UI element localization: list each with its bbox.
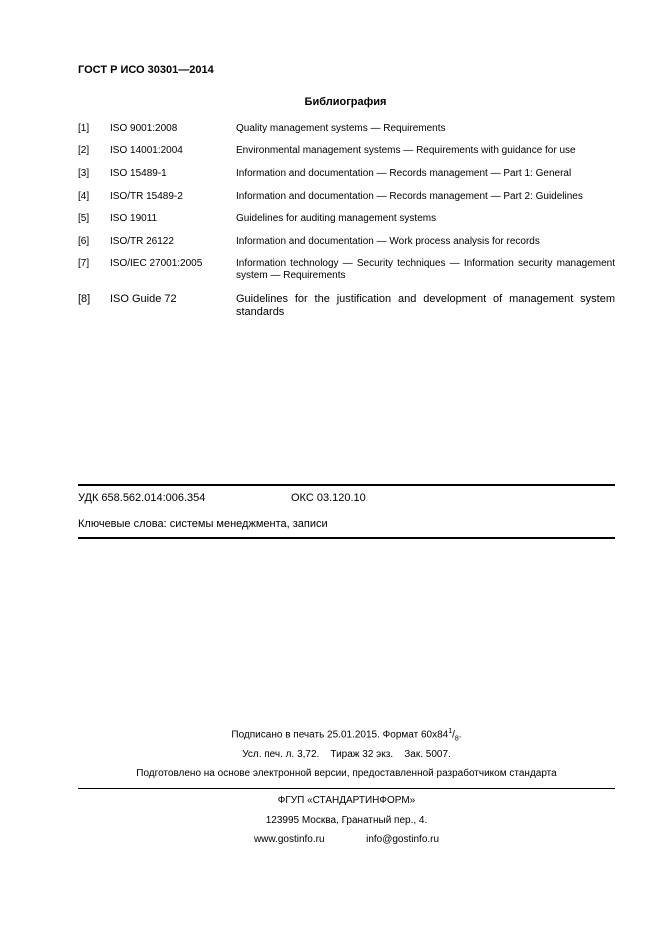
bibliography-title: Библиография xyxy=(304,96,387,108)
signed-text: Подписано в печать 25.01.2015. Формат 60x84 xyxy=(231,729,449,741)
email-link[interactable]: info@gostinfo.ru xyxy=(366,834,440,845)
contacts xyxy=(78,834,615,845)
publisher-address: 123995 Москва, Гранатный пер., 4. xyxy=(265,815,428,826)
reference-number: [3] xyxy=(78,168,90,179)
divider-top xyxy=(78,484,615,486)
signed-for-print: Подписано в печать 25.01.2015. Формат $60x84^1/_8$. xyxy=(231,728,462,743)
oks-code: ОКС 03.120.10 xyxy=(291,492,366,504)
udk-code: УДК 658.562.014:006.354 xyxy=(78,492,206,504)
reference-code: ISO/TR 15489-2 xyxy=(110,191,183,202)
print-info xyxy=(78,749,615,760)
divider-imprint xyxy=(78,788,615,789)
format-numerator: 1 xyxy=(448,728,453,735)
reference-code: ISO Guide 72 xyxy=(110,293,177,305)
reference-title: Guidelines for the justification and development of management system standards xyxy=(236,293,615,318)
reference-number: [4] xyxy=(78,191,90,202)
reference-number: [7] xyxy=(78,258,90,269)
reference-title: Quality management systems — Requirements xyxy=(236,123,446,134)
reference-number: [6] xyxy=(78,236,90,247)
reference-code: ISO 19011 xyxy=(110,213,158,224)
website-link[interactable]: www.gostinfo.ru xyxy=(253,834,325,845)
reference-title: Information technology — Security techniques — Information security management system — Requirements xyxy=(236,258,615,281)
reference-number: [5] xyxy=(78,213,90,224)
divider-bottom xyxy=(78,537,615,539)
reference-code: ISO/IEC 27001:2005 xyxy=(110,258,203,269)
prepared-note: Подготовлено на основе электронной версии, предоставленной разработчиком стандарта xyxy=(136,768,557,779)
print-info-text: Усл. печ. л. 3,72. Тираж 32 экз. Зак. 5007. xyxy=(242,749,451,760)
reference-code: ISO 9001:2008 xyxy=(110,123,178,134)
reference-title: Information and documentation — Records management — Part 1: General xyxy=(236,168,572,179)
reference-code: ISO 14001:2004 xyxy=(110,145,183,156)
reference-title: Guidelines for auditing management systems xyxy=(236,213,437,224)
publisher: ФГУП «СТАНДАРТИНФОРМ» xyxy=(277,795,416,806)
reference-title: Information and documentation — Work process analysis for records xyxy=(236,236,540,247)
reference-code: ISO 15489-1 xyxy=(110,168,167,179)
format-end: . xyxy=(458,729,462,741)
reference-number: [1] xyxy=(78,123,90,134)
reference-title: Environmental management systems — Requirements with guidance for use xyxy=(236,145,576,156)
keywords: Ключевые слова: системы менеджмента, записи xyxy=(78,518,328,530)
reference-title: Information and documentation — Records management — Part 2: Guidelines xyxy=(236,191,583,202)
standard-header: ГОСТ Р ИСО 30301—2014 xyxy=(78,64,214,76)
format-denominator: 8 xyxy=(454,735,459,743)
reference-number: [2] xyxy=(78,145,90,156)
reference-code: ISO/TR 26122 xyxy=(110,236,174,247)
reference-number: [8] xyxy=(78,293,91,305)
